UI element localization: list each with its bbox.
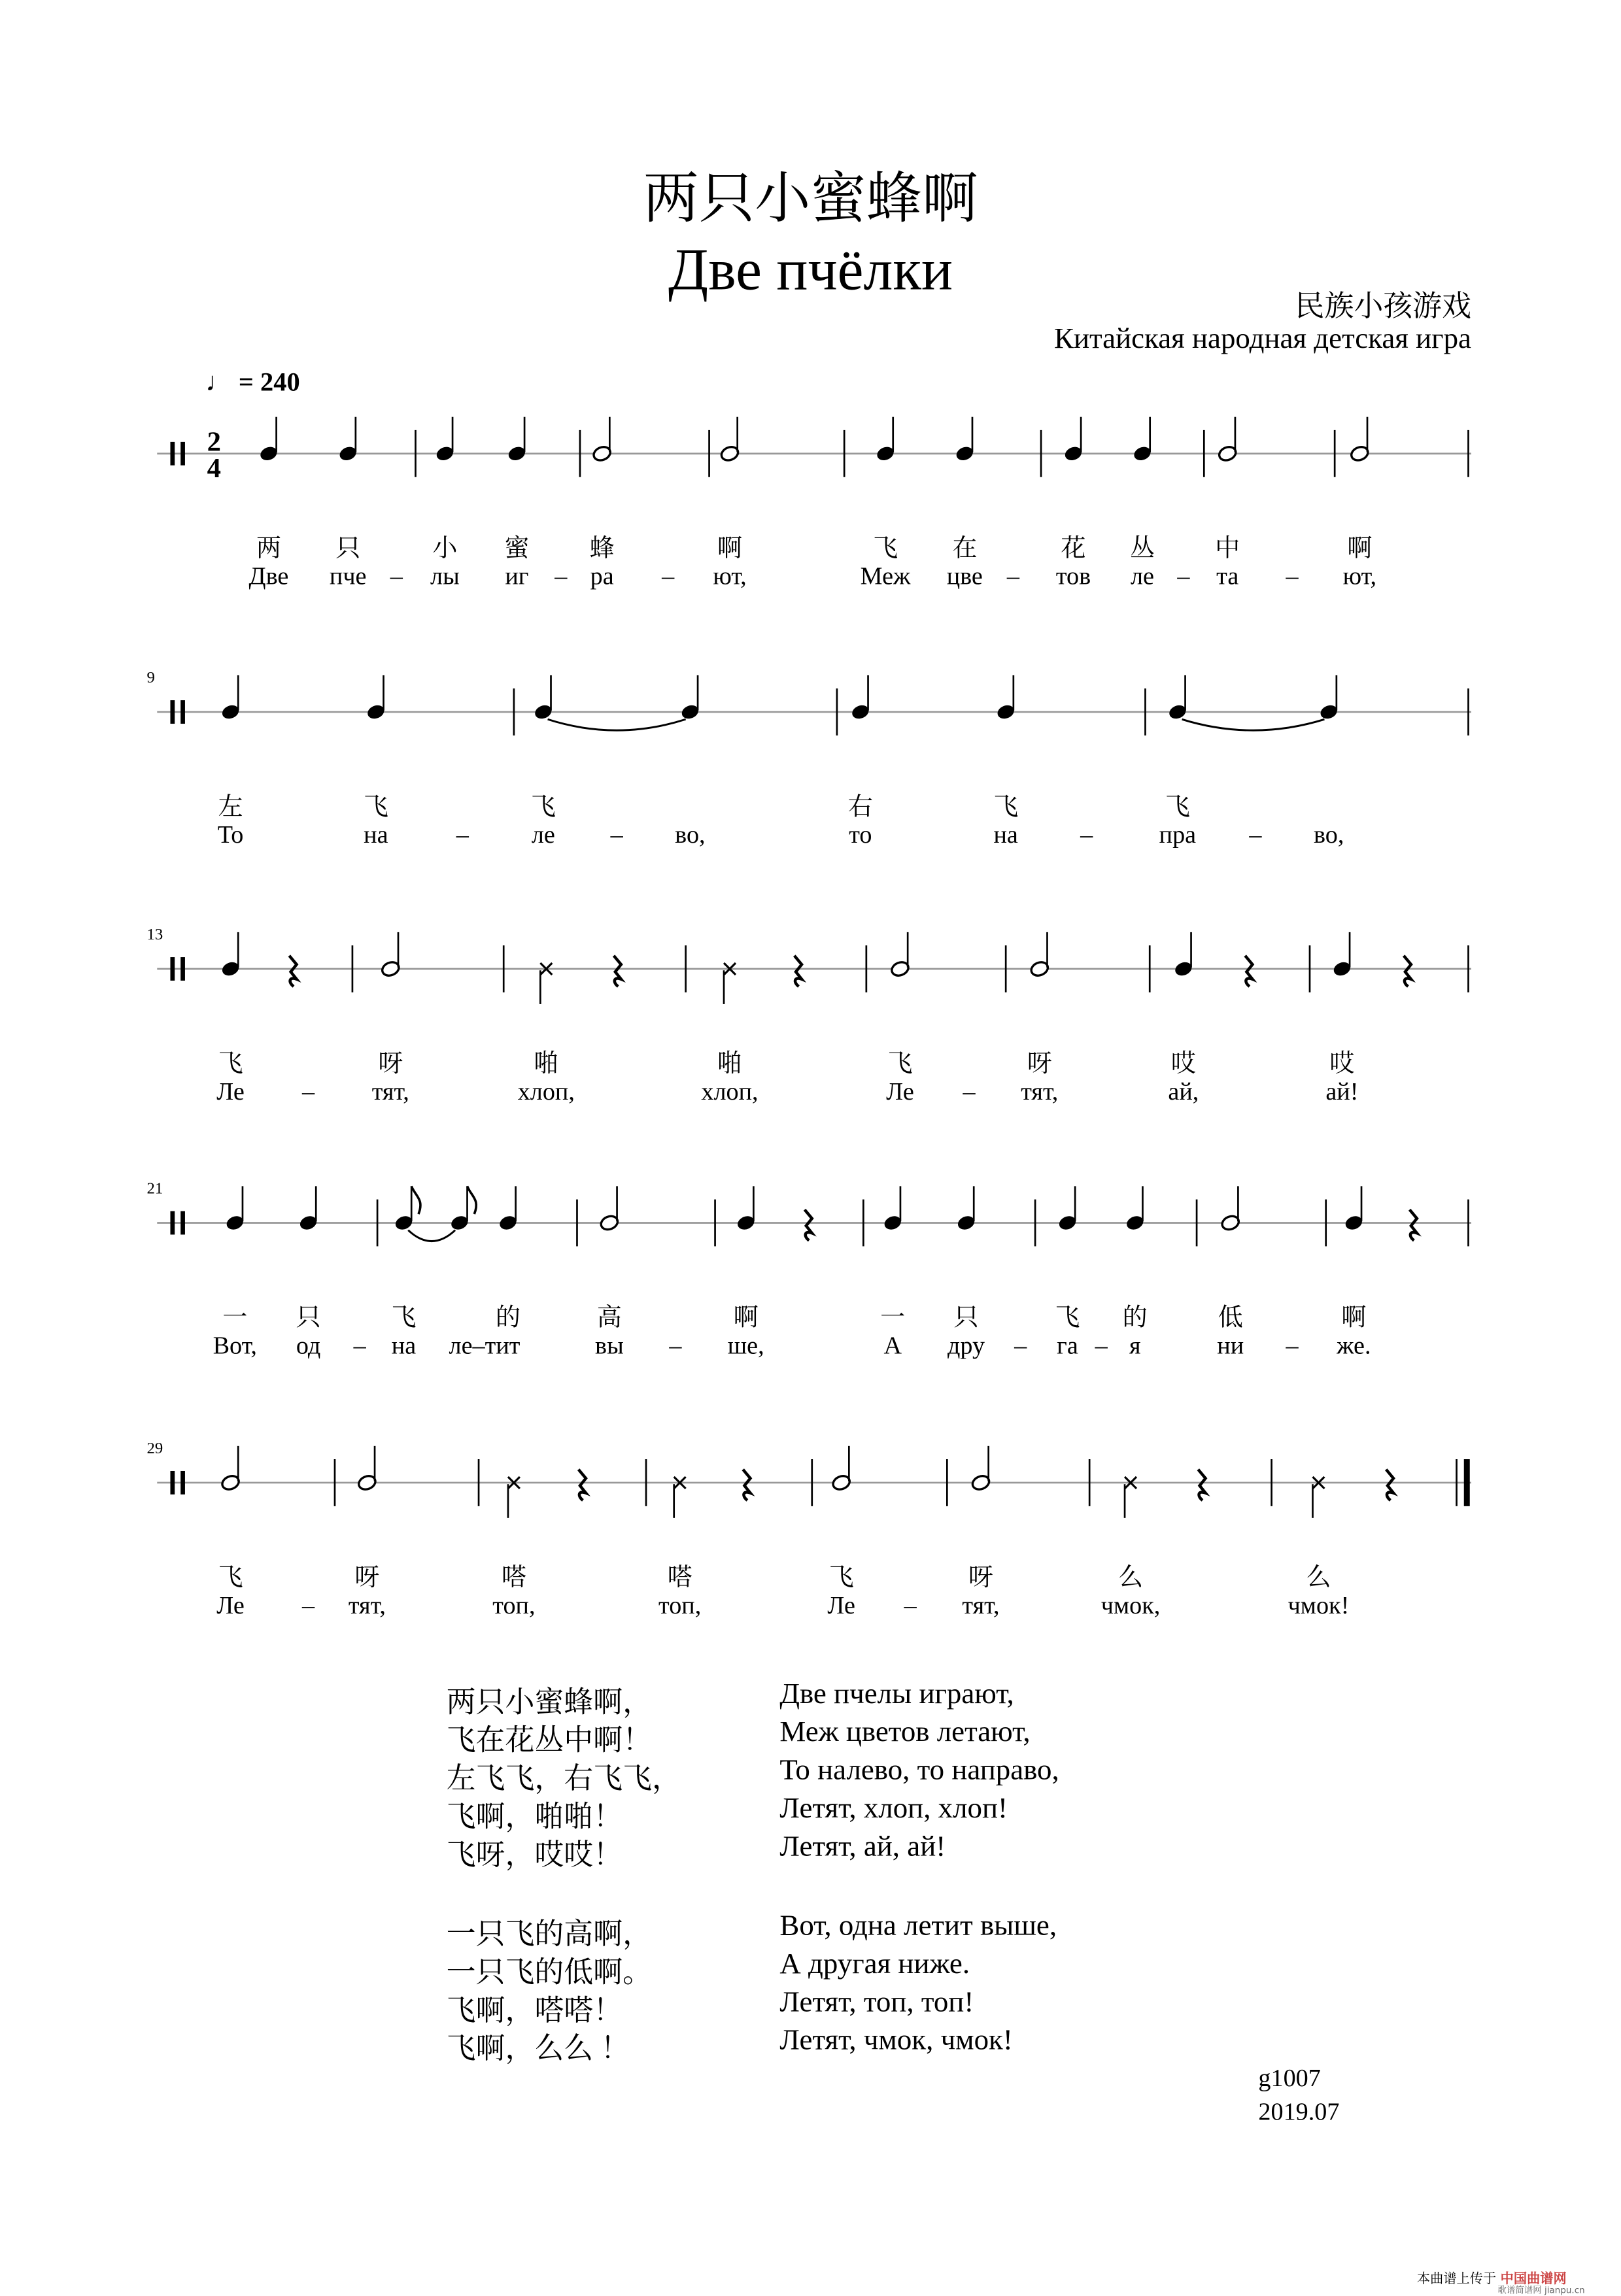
quarter-note [995, 675, 1015, 721]
verse-line-chinese: 左飞飞，右飞飞， [446, 1763, 681, 1796]
lyric-russian: – [390, 562, 403, 590]
lyric-chinese: 飞 [828, 1563, 854, 1592]
quarter-rest [1245, 956, 1252, 987]
lyric-russian: пра [1159, 820, 1197, 849]
lyric-russian: – [353, 1331, 366, 1360]
lyric-russian: цве [946, 562, 983, 590]
lyric-chinese: 中 [1215, 534, 1240, 563]
lyric-russian: Ле [216, 1077, 245, 1106]
lyric-russian: лы [430, 562, 460, 590]
quarter-note [220, 932, 241, 978]
half-note [1218, 417, 1238, 463]
half-note [719, 417, 740, 463]
staff-system [0, 395, 1621, 513]
lyric-chinese: 呀 [968, 1563, 994, 1592]
percussion-clef [180, 957, 185, 981]
time-signature-top: 2 [207, 426, 221, 458]
lyric-russian: – [1095, 1331, 1108, 1360]
verse-line-russian: А другая ниже. [779, 1948, 970, 1981]
staff-system [0, 1424, 1621, 1542]
lyric-russian: – [456, 820, 469, 849]
quarter-note [850, 675, 870, 721]
lyric-chinese: 飞 [887, 1049, 913, 1078]
quarter-rest [614, 956, 621, 987]
lyric-russian: тов [1055, 562, 1091, 590]
lyric-russian: – [555, 562, 568, 590]
lyric-russian: во, [675, 820, 706, 849]
lyric-russian: – [302, 1591, 315, 1619]
lyric-russian: на [391, 1331, 417, 1360]
lyric-russian: – [1286, 1331, 1299, 1360]
lyric-russian: ют, [1342, 562, 1377, 590]
lyric-chinese: 低 [1218, 1304, 1243, 1332]
half-note [1350, 417, 1370, 463]
percussion-clef [170, 700, 175, 724]
lyric-chinese: 哎 [1329, 1049, 1355, 1078]
quarter-rest [794, 956, 802, 987]
staff-system [0, 1164, 1621, 1282]
lyric-russian: ле–тит [449, 1331, 520, 1360]
lyric-russian: Две [248, 562, 289, 590]
verse-line-russian: Летят, ай, ай! [779, 1831, 946, 1863]
verse-line-russian: Вот, одна летит выше, [779, 1910, 1057, 1942]
quarter-note [955, 417, 975, 463]
percussion-clef [180, 1471, 185, 1494]
quarter-note [1057, 1186, 1078, 1232]
quarter-note [258, 417, 279, 463]
percussion-clef [170, 957, 175, 981]
measure-number: 29 [146, 1440, 163, 1458]
title-russian: Две пчёлки [668, 236, 953, 303]
quarter-note [1173, 932, 1193, 978]
measure-number: 13 [146, 926, 163, 944]
lyric-russian: хлоп, [701, 1077, 759, 1106]
verse-line-russian: Меж цветов летают, [779, 1715, 1031, 1749]
lyric-russian: ра [590, 562, 614, 590]
lyric-chinese: 的 [1122, 1304, 1148, 1332]
lyric-chinese: 蜜 [504, 534, 530, 563]
composer-chinese: 民族小孩游戏 [1295, 290, 1471, 324]
lyric-chinese: 飞 [218, 1563, 243, 1592]
half-note [1029, 932, 1049, 978]
quarter-note [498, 1186, 518, 1232]
quarter-note [225, 1186, 245, 1232]
verse-line-chinese: 一只飞的低啊。 [446, 1957, 653, 1989]
half-note [220, 1446, 241, 1492]
staff-system [0, 910, 1621, 1028]
quarter-note [298, 1186, 318, 1232]
title-chinese: 两只小蜜蜂啊 [643, 169, 978, 231]
verse-line-chinese: 飞啊，嗒嗒！ [446, 1995, 623, 2028]
verse-line-chinese: 飞呀，哎哎！ [446, 1839, 623, 1872]
tie [408, 1230, 455, 1241]
lyric-russian: на [993, 820, 1018, 849]
lyric-chinese: 呀 [378, 1049, 403, 1078]
verse-line-chinese: 两只小蜜蜂啊， [446, 1687, 653, 1719]
lyric-chinese: 飞 [1165, 792, 1190, 821]
lyric-russian: тят, [962, 1591, 1000, 1619]
half-note [970, 1446, 991, 1492]
time-signature-bottom: 4 [207, 452, 221, 484]
lyric-chinese: 呀 [354, 1563, 380, 1592]
quarter-note [1332, 932, 1352, 978]
verse-line-russian: Летят, хлоп, хлоп! [779, 1792, 1008, 1825]
tie [548, 719, 686, 730]
quarter-rest [289, 956, 296, 987]
lyric-chinese: 嗒 [667, 1563, 692, 1592]
half-note [592, 417, 612, 463]
lyric-chinese: 哎 [1170, 1049, 1196, 1078]
lyric-russian: я [1129, 1331, 1141, 1360]
lyric-russian: та [1216, 562, 1239, 590]
lyric-chinese: 么 [1306, 1563, 1331, 1592]
percussion-clef [170, 1471, 175, 1494]
lyric-russian: Меж [860, 562, 911, 590]
lyric-chinese: 呀 [1027, 1049, 1052, 1078]
percussion-clef [180, 442, 185, 465]
lyric-russian: Вот, [213, 1331, 257, 1360]
lyric-chinese: 飞 [1055, 1304, 1080, 1332]
verse-line-chinese: 飞啊，啪啪！ [446, 1801, 623, 1834]
lyric-chinese: 一 [222, 1304, 248, 1332]
quarter-note [875, 417, 895, 463]
lyric-chinese: 右 [847, 792, 873, 821]
lyric-chinese: 只 [953, 1304, 979, 1332]
lyric-chinese: 啊 [1347, 534, 1373, 563]
quarter-note [1063, 417, 1084, 463]
quarter-note [1318, 675, 1339, 721]
lyric-russian: топ, [658, 1591, 702, 1619]
lyric-chinese: 丛 [1129, 534, 1155, 563]
lyric-russian: – [1249, 820, 1262, 849]
percussion-clef [180, 1211, 185, 1235]
lyric-russian: А [883, 1331, 902, 1360]
lyric-chinese: 蜂 [589, 534, 615, 563]
lyric-chinese: 的 [495, 1304, 521, 1332]
lyric-russian: – [1080, 820, 1093, 849]
lyric-chinese: 飞 [530, 792, 556, 821]
percussion-clef [170, 442, 175, 465]
lyric-russian: – [662, 562, 675, 590]
lyric-russian: ни [1217, 1331, 1244, 1360]
watermark-logo: 中国曲谱网 [1500, 2272, 1567, 2288]
lyric-chinese: 花 [1061, 534, 1086, 563]
lyric-chinese: 飞 [872, 534, 898, 563]
quarter-rest [1198, 1470, 1205, 1500]
lyric-chinese: 左 [218, 792, 243, 821]
quarter-note [507, 417, 527, 463]
quarter-rest [1410, 1209, 1417, 1240]
half-note [890, 932, 910, 978]
quarter-rest [1404, 956, 1411, 987]
lyric-russian: ай! [1325, 1077, 1359, 1106]
eighth-note [394, 1186, 420, 1232]
quarter-note [220, 675, 241, 721]
lyric-russian: же. [1337, 1331, 1371, 1360]
quarter-note [1125, 1186, 1145, 1232]
lyric-chinese: 飞 [218, 1049, 243, 1078]
lyric-chinese: 飞 [363, 792, 388, 821]
lyric-chinese: 啊 [1341, 1304, 1367, 1332]
lyric-russian: топ, [492, 1591, 536, 1619]
quarter-note [337, 417, 358, 463]
lyric-russian: чмок, [1101, 1591, 1161, 1619]
eighth-note [449, 1186, 476, 1232]
percussion-clef [180, 700, 185, 724]
lyric-chinese: 在 [952, 534, 978, 563]
measure-number: 9 [146, 669, 155, 687]
lyric-russian: То [217, 820, 244, 849]
lyric-russian: – [1006, 562, 1019, 590]
lyric-chinese: 一 [880, 1304, 906, 1332]
footer-date: 2019.07 [1258, 2097, 1340, 2126]
lyric-russian: ле [531, 820, 555, 849]
lyric-russian: чмок! [1288, 1591, 1350, 1619]
final-barline [1464, 1459, 1470, 1506]
percussion-clef [170, 1211, 175, 1235]
lyric-russian: ле [1131, 562, 1154, 590]
quarter-rest [1386, 1470, 1393, 1500]
verse-line-russian: Две пчелы играют, [779, 1678, 1014, 1711]
verse-line-chinese: 飞啊，么么 ！ [446, 2033, 630, 2066]
quarter-rest [579, 1470, 586, 1500]
lyric-chinese: 啊 [733, 1304, 759, 1332]
lyric-russian: – [963, 1077, 976, 1106]
lyric-russian: Ле [216, 1591, 245, 1619]
lyric-russian: ай, [1168, 1077, 1199, 1106]
lyric-russian: ют, [713, 562, 747, 590]
quarter-note [883, 1186, 903, 1232]
quarter-note [736, 1186, 756, 1232]
quarter-note [1167, 675, 1187, 721]
lyric-russian: пче [329, 562, 367, 590]
lyric-russian: ше, [727, 1331, 764, 1360]
lyric-russian: иг [505, 562, 529, 590]
lyric-russian: Ле [886, 1077, 914, 1106]
verse-line-chinese: 飞在花丛中啊！ [446, 1725, 653, 1757]
lyric-chinese: 小 [432, 534, 458, 563]
lyric-chinese: 啪 [717, 1049, 743, 1078]
lyric-chinese: 飞 [391, 1304, 417, 1332]
quarter-note [533, 675, 553, 721]
half-note [831, 1446, 851, 1492]
verse-line-russian: То налево, то направо, [779, 1754, 1059, 1787]
quarter-note [366, 675, 386, 721]
tempo-marking: ♩ = 240 [205, 367, 300, 397]
lyric-russian: тят, [1021, 1077, 1059, 1106]
lyric-chinese: 高 [596, 1304, 622, 1332]
lyric-russian: од [296, 1331, 321, 1360]
verse-line-russian: Летят, чмок, чмок! [779, 2024, 1013, 2057]
lyric-chinese: 么 [1118, 1563, 1144, 1592]
lyric-russian: дру [947, 1331, 985, 1360]
lyric-russian: во, [1313, 820, 1344, 849]
lyric-chinese: 啪 [534, 1049, 559, 1078]
quarter-rest [743, 1470, 750, 1500]
quarter-rest [805, 1209, 812, 1240]
verse-line-russian: Летят, топ, топ! [779, 1986, 974, 2019]
quarter-note [680, 675, 700, 721]
half-note [599, 1186, 619, 1232]
lyric-russian: – [1177, 562, 1190, 590]
quarter-note [1132, 417, 1152, 463]
lyric-russian: вы [595, 1331, 624, 1360]
lyric-russian: – [669, 1331, 682, 1360]
tie [1182, 719, 1325, 730]
lyric-russian: – [904, 1591, 917, 1619]
lyric-russian: тят, [348, 1591, 386, 1619]
lyric-russian: на [364, 820, 388, 849]
lyric-russian: – [1014, 1331, 1027, 1360]
lyric-chinese: 两 [256, 534, 282, 563]
lyric-russian: то [849, 820, 872, 849]
quarter-note [956, 1186, 976, 1232]
footer-id: g1007 [1258, 2064, 1321, 2092]
half-note [357, 1446, 377, 1492]
lyric-russian: тят, [371, 1077, 409, 1106]
lyric-russian: – [1286, 562, 1299, 590]
watermark-text: 本曲谱上传于 [1416, 2272, 1497, 2288]
lyric-chinese: 飞 [993, 792, 1019, 821]
quarter-note [435, 417, 455, 463]
lyric-chinese: 嗒 [501, 1563, 527, 1592]
lyric-chinese: 只 [296, 1304, 321, 1332]
lyric-russian: – [302, 1077, 315, 1106]
half-note [381, 932, 401, 978]
watermark-site: 歌谱简谱网 jianpu.cn [1497, 2286, 1585, 2296]
staff-system [0, 653, 1621, 771]
composer-russian: Китайская народная детская игра [1053, 323, 1471, 356]
lyric-russian: – [610, 820, 623, 849]
quarter-note [1344, 1186, 1364, 1232]
half-note [1220, 1186, 1240, 1232]
lyric-chinese: 啊 [717, 534, 743, 563]
lyric-russian: Ле [827, 1591, 855, 1619]
lyric-russian: га [1057, 1331, 1078, 1360]
measure-number: 21 [146, 1179, 163, 1198]
lyric-russian: хлоп, [517, 1077, 575, 1106]
verse-line-chinese: 一只飞的高啊， [446, 1918, 653, 1951]
lyric-chinese: 只 [335, 534, 361, 563]
